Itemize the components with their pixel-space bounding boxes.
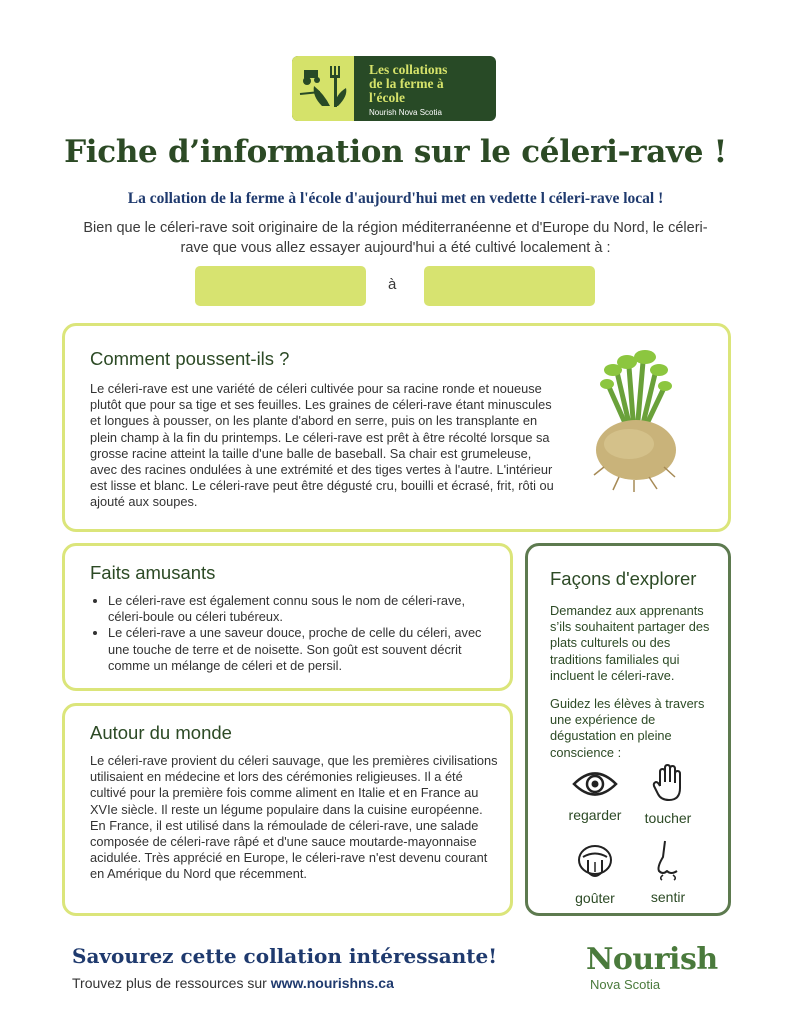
world-card <box>62 703 513 916</box>
sense-label: goûter <box>575 890 615 906</box>
facts-list <box>108 593 493 674</box>
explore-paragraph: Demandez aux apprenants s’ils souhaitent partager des plats culturels ou des traditions familiales qui incluent le céleri-rave. <box>550 603 710 683</box>
explore-paragraph: Guidez les élèves à travers une expérience de dégustation en pleine conscience : <box>550 696 705 760</box>
hand-icon <box>652 764 684 802</box>
page-subtitle: La collation de la ferme à l'école d'aujourd'hui met en vedette l céleri-rave local ! <box>127 190 664 207</box>
list-item: • Le céleri-rave a une saveur douce, proche de celle du céleri, avec une touche de terre et de noisette. Son goût est souvent décrit comme un mélange de céleri et de persil. <box>108 625 493 674</box>
location-blank-right[interactable] <box>424 266 595 306</box>
footer-resources <box>72 975 394 991</box>
grow-body: Le céleri-rave est une variété de céleri cultivée pour sa racine ronde et noueuse plutôt que pour sa tige et ses feuilles. Les graines de céleri-rave étant minuscules et longues à pousser, on les plante d'abord en serre, puis on les transplante en plein champ à la fin du printemps. Le céleri-rave est prêt à être récolté lorsque sa grosse racine atteint la taille d'une balle de baseball. Sa chair est grumeleuse, avec des racines ondulées à une extrémité et des tiges vertes à l'autre. L'intérieur est lisse et blanc. Le céleri-rave peut être dégusté cru, bouilli et écrasé, frit, rôti ou ajouté aux soupes. <box>90 381 554 510</box>
location-separator: à <box>388 276 397 293</box>
intro-text: Bien que le céleri-rave soit originaire de la région méditerranéenne et d'Europe du Nord, le céleri-rave que vous allez essayer aujourd'hui a été cultivé localement à : <box>83 220 708 256</box>
explore-card <box>525 543 731 916</box>
nose-icon <box>653 839 683 881</box>
sense-smell <box>628 839 708 905</box>
footer-resources-text: Trouvez plus de ressources sur <box>72 975 271 991</box>
footer-title: Savourez cette collation intéressante! <box>72 944 498 968</box>
sense-label: toucher <box>644 810 692 826</box>
celeriac-image <box>579 342 689 492</box>
logo-title-line: Les collations <box>369 62 448 77</box>
eye-icon <box>572 769 618 799</box>
explore-heading: Façons d'explorer <box>550 568 697 589</box>
logo-mark <box>292 56 354 121</box>
facts-card <box>62 543 513 691</box>
page-title: Fiche d’information sur le céleri-rave ! <box>64 134 727 170</box>
world-body: Le céleri-rave provient du céleri sauvage, que les premières civilisations utilisaient en médecine et lors des cérémonies religieuses. Il a été cultivé pour la première fois comme aliment en Italie et en France au XVIe siècle. Il reste un légume populaire dans la cuisine européenne. En France, il est utilisé dans la rémoulade de céleri-rave, une salade composée de céleri-rave râpé et d'une sauce moutarde-mayonnaise acidulée. Très apprécié en Europe, le céleri-rave n'est devenu courant en Amérique du Nord que récemment. <box>90 753 498 882</box>
world-heading: Autour du monde <box>90 722 232 743</box>
sense-label: regarder <box>568 807 622 823</box>
logo-title <box>369 63 447 105</box>
tractor-fork-icon <box>292 56 354 121</box>
sense-taste <box>555 842 635 906</box>
logo-subtitle: Nourish Nova Scotia <box>369 108 442 117</box>
grow-card <box>62 323 731 532</box>
mouth-icon <box>577 842 613 882</box>
footer-url-link[interactable]: www.nourishns.ca <box>270 975 394 991</box>
list-item: • Le céleri-rave est également connu sous le nom de céleri-rave, céleri-boule ou céleri tubéreux. <box>108 593 493 625</box>
sense-label: sentir <box>650 889 686 905</box>
location-blank-left[interactable] <box>195 266 366 306</box>
program-logo <box>292 56 496 121</box>
logo-title-line: l'école <box>369 90 405 105</box>
facts-heading: Faits amusants <box>90 562 216 583</box>
logo-title-line: de la ferme à <box>369 76 444 91</box>
grow-heading: Comment poussent-ils ? <box>90 348 290 369</box>
sense-touch <box>628 764 708 826</box>
nourish-logo: Nourish <box>586 942 718 977</box>
sense-look <box>555 769 635 823</box>
nourish-logo-subtitle: Nova Scotia <box>590 977 661 992</box>
